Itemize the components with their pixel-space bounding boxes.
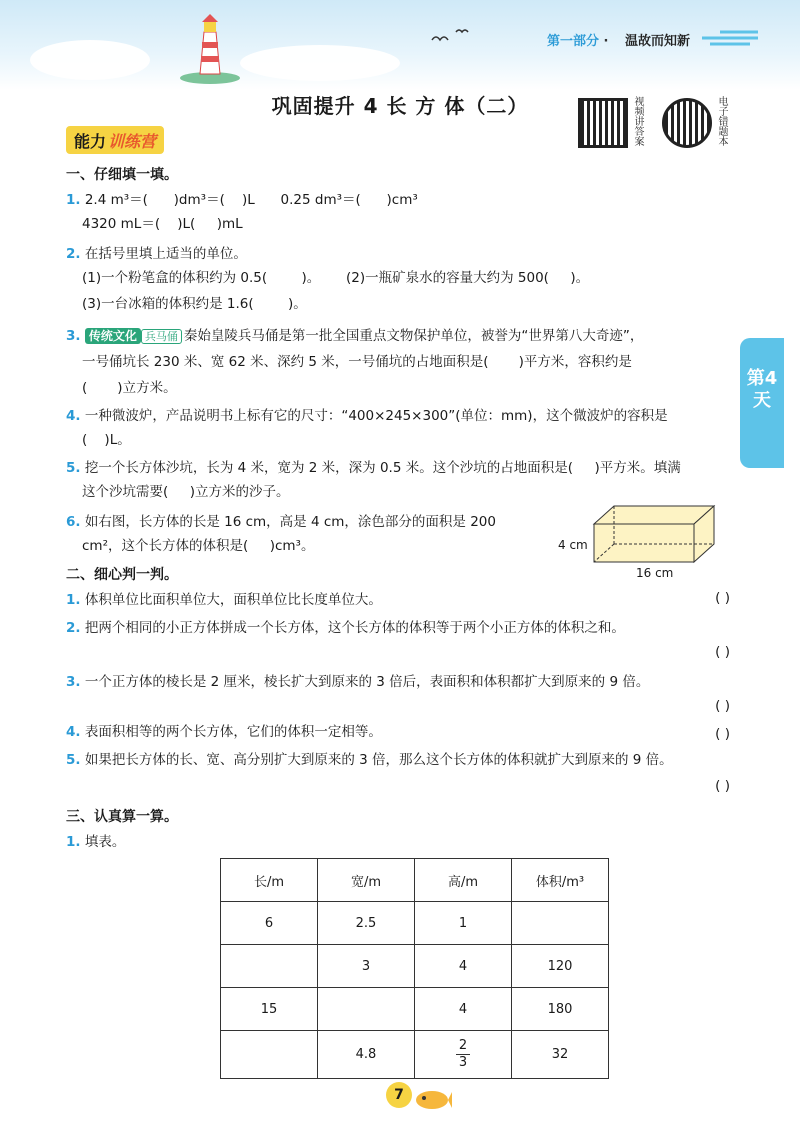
answer-paren[interactable]: ( ) (715, 698, 730, 714)
judge-question-5: 5. 如果把长方体的长、宽、高分别扩大到原来的 3 倍，那么这个长方体的体积就扩大到原来的 9 倍。 (66, 752, 673, 768)
fraction-denominator: 3 (458, 1055, 468, 1070)
question-3-line-2: 一号俑坑长 230 米、宽 62 米、深约 5 米，一号俑坑的占地面积是( )平方米，容积约是 (82, 354, 632, 370)
table-cell: 15 (221, 988, 318, 1031)
table-header-row (221, 859, 609, 902)
table-cell: 180 (512, 988, 609, 1031)
section-heading-calc: 三、认真算一算。 (66, 809, 178, 825)
question-6: 6. 如右图，长方体的长是 16 cm，高是 4 cm，涂色部分的面积是 200 (66, 514, 496, 530)
qr-code-video[interactable] (578, 98, 628, 148)
table-cell: 6 (221, 902, 318, 945)
question-4-line-2: ( )L。 (82, 432, 131, 448)
fish-icon (412, 1088, 452, 1112)
header-section-label: 第一部分 · 温故而知新 (546, 34, 690, 49)
fraction-numerator: 2 (456, 1038, 470, 1055)
table-row (221, 1031, 609, 1079)
table-cell[interactable] (318, 988, 415, 1031)
answer-paren[interactable]: ( ) (715, 726, 730, 742)
answer-paren[interactable]: ( ) (715, 778, 730, 794)
cuboid-figure (590, 500, 720, 570)
lighthouse-icon (180, 14, 240, 84)
qr-label-video: 视频讲答案 (632, 96, 643, 146)
table-cell[interactable] (512, 902, 609, 945)
calc-question-1: 1. 填表。 (66, 834, 126, 850)
page-number: 7 (386, 1082, 412, 1108)
table-cell: 4.8 (318, 1031, 415, 1079)
question-3: 3. 传统文化 兵马俑 秦始皇陵兵马俑是第一批全国重点文物保护单位，被誉为“世界第八大奇迹”， (66, 328, 644, 344)
table-cell: 32 (512, 1031, 609, 1079)
table-header: 体积/m³ (512, 859, 609, 902)
answer-paren[interactable]: ( ) (715, 590, 730, 606)
figure-length-label: 16 cm (636, 566, 674, 580)
lesson-title: 巩固提升 4 长 方 体（二） (271, 94, 529, 118)
cloud-decoration (240, 45, 400, 81)
question-2-part-a: (1)一个粉笔盒的体积约为 0.5( )。 (2)一瓶矿泉水的容量大约为 500( )。 (82, 270, 590, 286)
seagull-icon (430, 26, 470, 46)
question-1-line-2: 4320 mL＝( )L( )mL (82, 216, 243, 232)
table-header: 宽/m (318, 859, 415, 902)
table-row (221, 988, 609, 1031)
table-row (221, 902, 609, 945)
section-heading-fill: 一、仔细填一填。 (66, 167, 178, 183)
question-2: 2. 在括号里填上适当的单位。 (66, 246, 247, 262)
qr-code-ebook[interactable] (662, 98, 712, 148)
culture-tag: 传统文化 (85, 328, 141, 344)
table-cell-fraction (415, 1031, 512, 1079)
table-cell: 4 (415, 988, 512, 1031)
wave-decoration (700, 26, 760, 50)
section-heading-judge: 二、细心判一判。 (66, 567, 178, 583)
qr-label-ebook: 电子错题本 (716, 96, 727, 146)
question-2-part-b: (3)一台冰箱的体积约是 1.6( )。 (82, 296, 307, 312)
header-motto: 温故而知新 (624, 34, 690, 49)
table-cell: 120 (512, 945, 609, 988)
judge-question-4: 4. 表面积相等的两个长方体，它们的体积一定相等。 (66, 724, 382, 740)
answer-paren[interactable]: ( ) (715, 644, 730, 660)
table-cell: 2.5 (318, 902, 415, 945)
table-cell[interactable] (221, 945, 318, 988)
question-5: 5. 挖一个长方体沙坑，长为 4 米，宽为 2 米，深为 0.5 米。这个沙坑的占地面积是( )平方米。填满 (66, 460, 681, 476)
figure-height-label: 4 cm (558, 538, 588, 552)
table-cell: 4 (415, 945, 512, 988)
table-header: 长/m (221, 859, 318, 902)
question-1: 1. 2.4 m³＝( )dm³＝( )L 0.25 dm³＝( )cm³ (66, 192, 418, 208)
question-4: 4. 一种微波炉，产品说明书上标有它的尺寸：“400×245×300”(单位：mm)，这个微波炉的容积是 (66, 408, 668, 424)
table-row (221, 945, 609, 988)
question-3-line-3: ( )立方米。 (82, 380, 177, 396)
fill-table (220, 858, 609, 1079)
table-cell[interactable] (221, 1031, 318, 1079)
table-header: 高/m (415, 859, 512, 902)
table-cell: 3 (318, 945, 415, 988)
question-6-line-2: cm²，这个长方体的体积是( )cm³。 (82, 538, 315, 554)
judge-question-1: 1. 体积单位比面积单位大，面积单位比长度单位大。 (66, 592, 382, 608)
ability-badge: 能力 训练营 (66, 126, 164, 154)
judge-question-3: 3. 一个正方体的棱长是 2 厘米，棱长扩大到原来的 3 倍后，表面积和体积都扩大到原来的 9 倍。 (66, 674, 650, 690)
cloud-decoration (30, 40, 150, 80)
culture-subtag: 兵马俑 (141, 329, 182, 344)
day-tab: 第4天 (740, 338, 784, 468)
question-5-line-2: 这个沙坑需要( )立方米的沙子。 (82, 484, 290, 500)
table-cell: 1 (415, 902, 512, 945)
judge-question-2: 2. 把两个相同的小正方体拼成一个长方体，这个长方体的体积等于两个小正方体的体积之和。 (66, 620, 625, 636)
